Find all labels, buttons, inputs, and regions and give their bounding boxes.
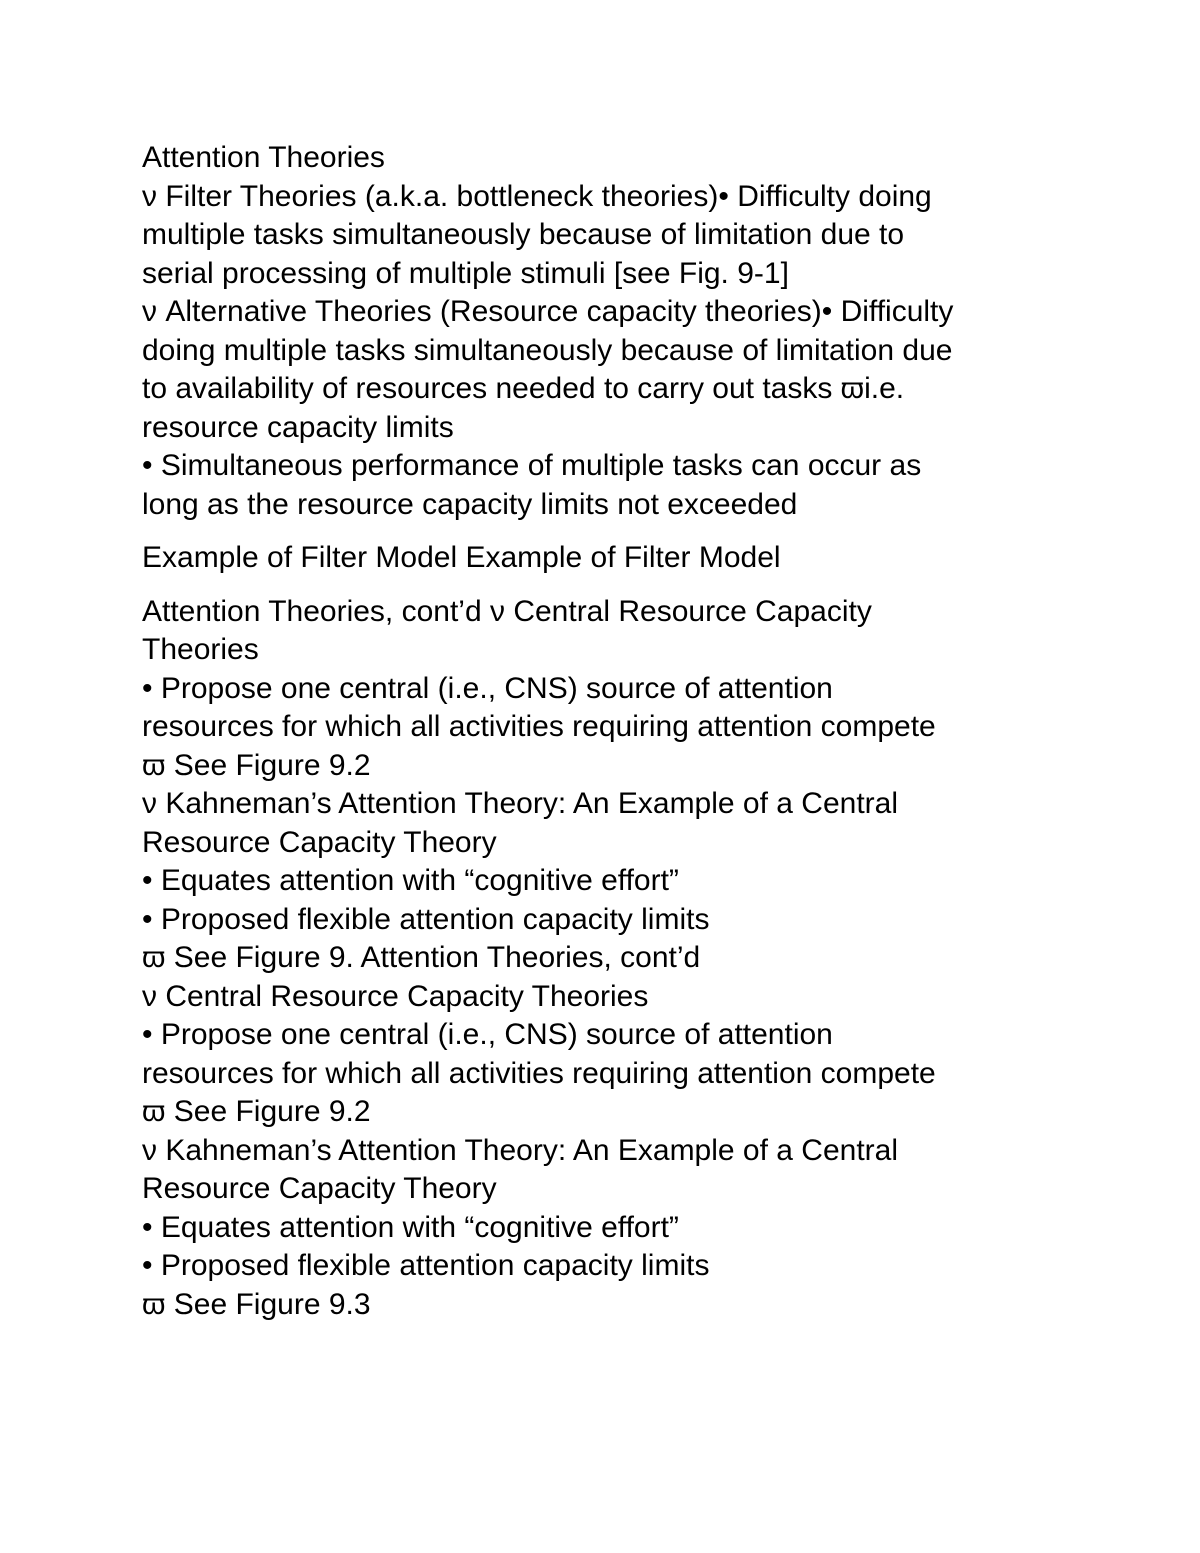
text-line: resource capacity limits: [142, 410, 454, 444]
text-line: • Propose one central (i.e., CNS) source of attention: [142, 671, 833, 705]
text-line: Theories: [142, 633, 259, 666]
text-line: multiple tasks simultaneously because of limitation due to: [142, 218, 905, 251]
paragraph-filter-model: [142, 539, 1062, 578]
text-line: ν Central Resource Capacity Theories: [142, 979, 649, 1013]
text-line: long as the resource capacity limits not exceeded: [142, 487, 798, 521]
text-line: Attention Theories, cont’d ν Central Resource Capacity: [142, 594, 872, 628]
text-line: resources for which all activities requiring attention compete: [142, 1056, 936, 1090]
text-line: ϖ See Figure 9. Attention Theories, cont’d: [142, 941, 701, 974]
text-line: ϖ See Figure 9.2: [142, 1095, 371, 1128]
text-line: ν Kahneman’s Attention Theory: An Example of a Central: [142, 1133, 899, 1167]
text-line: to availability of resources needed to carry out tasks ϖi.e.: [142, 372, 905, 405]
paragraph-central-resource: [142, 593, 1062, 1325]
text-line: ν Filter Theories (a.k.a. bottleneck theories)• Difficulty doing: [142, 179, 932, 213]
text-line: doing multiple tasks simultaneously because of limitation due: [142, 333, 953, 367]
text-line: Resource Capacity Theory: [142, 825, 497, 859]
text-line: ϖ See Figure 9.3: [142, 1287, 371, 1321]
text-line: serial processing of multiple stimuli [see Fig. 9-1]: [142, 256, 789, 290]
text-line: ϖ See Figure 9.2: [142, 748, 371, 782]
text-line: resources for which all activities requiring attention compete: [142, 710, 936, 743]
text-line: • Propose one central (i.e., CNS) source of attention: [142, 1018, 833, 1051]
text-line: • Proposed flexible attention capacity limits: [142, 1249, 710, 1282]
text-line: • Equates attention with “cognitive effort”: [142, 1210, 679, 1244]
text-line: Resource Capacity Theory: [142, 1172, 497, 1205]
text-line: • Simultaneous performance of multiple tasks can occur as: [142, 449, 922, 482]
text-line: • Proposed flexible attention capacity limits: [142, 902, 710, 936]
text-line: ν Alternative Theories (Resource capacity theories)• Difficulty: [142, 295, 954, 328]
text-line: • Equates attention with “cognitive effort”: [142, 864, 679, 897]
heading-attention-theories: Attention Theories: [142, 141, 385, 174]
document-page: [142, 139, 1062, 1324]
text-line: Example of Filter Model Example of Filter Model: [142, 541, 781, 574]
paragraph-attention-theories: [142, 139, 1062, 524]
text-line: ν Kahneman’s Attention Theory: An Example of a Central: [142, 787, 899, 820]
